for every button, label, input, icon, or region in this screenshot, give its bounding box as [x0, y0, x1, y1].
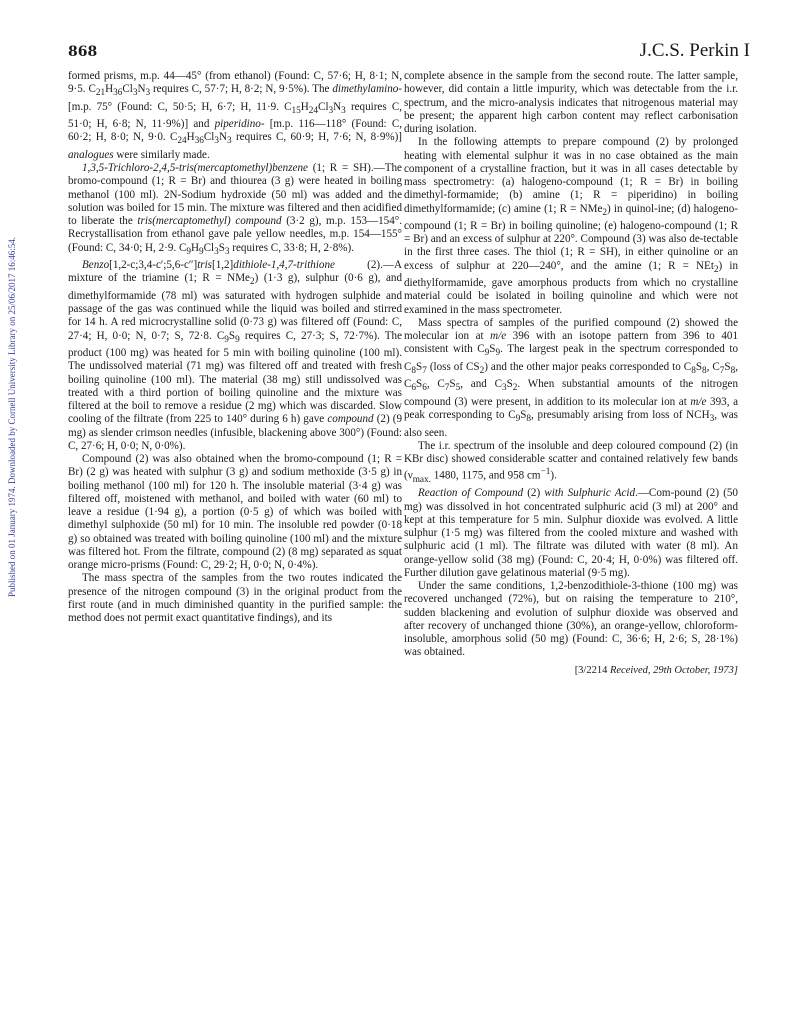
- paragraph: Compound (2) was also obtained when the bromo-compound (1; R = Br) (2 g) was heated with sulphur (3 g) and sodium methoxide (3·5 g) in boiling methanol (100 ml) for 120 h. The insoluble material (3·4 g) was filtered off, moistened with methanol, and boiled with water (60 ml) to leave a residue (1·94 g), a portion (0·5 g) of which was boiled with dimethyl sulphoxide (50 ml) for 10 min. The insoluble red powder (0·18 g) so obtained was treated with boiling quinoline (100 ml) and the mixture was filtered hot. From the filtrate, compound (2) (8 mg) separated as squat orange micro-prisms (Found: C, 29·2; H, 0·0; N, 0·4%).: [68, 453, 402, 572]
- paragraph: In the following attempts to prepare compound (2) by prolonged heating with elemental sulphur it was in no case obtained as the main component of a crystalline fraction, but it was in all cases detectable by mass spectrometry: (a) halogeno-compound (1; R = Br) in boiling dimethyl-formamide; (b) amine (1; R = piperidino) in boiling dimethylformamide; (c) amine (1; R = NMe$_2$) in quinol-ine; (d) halogeno-compound (1; R = Br) in boiling quinoline; (e) halogeno-compound (1; R = Br) and an excess of sulphur at 220°. Compound (3) was also de-tectable in the first three cases. The thiol (1; R = SH), in either quinoline or an excess of sulphur at 220—240°, and the amine (1; R = NEt$_2$) in diethylformamide, gave amorphous products from which no crystalline material could be isolated in boiling quinoline and which were not examined in the mass spectrometer.: [404, 136, 738, 316]
- left-column: [68, 70, 402, 625]
- side-stamp-text: Published on 01 January 1974. Downloaded by Cornell University Library on 25/06/2017 16:46:54.: [7, 237, 17, 597]
- paragraph: Mass spectra of samples of the purified compound (2) showed the molecular ion at m/e 396 with an isotope pattern from 396 to 401 consistent with $C_9S_9$. The largest peak in the spectrum corresponded to $C_8S_7$ (loss of $CS_2$) and the other major peaks corresponded to $C_8S_8$, $C_7S_8$, $C_6S_6$, $C_7S_5$, and $C_3S_2$. When substantial amounts of the nitrogen compound (3) were present, in addition to its molecular ion at m/e 393, a peak corresponding to $C_9S_8$, presumably arising from loss of $NCH_3$, was also seen.: [404, 316, 738, 439]
- paragraph: Benzo[1,2-c;3,4-c′;5,6-c″]tris[1,2]dithiole-1,4,7-trithione (2).—A mixture of the triamine (1; R = NMe$_2$) (1·3 g), sulphur (0·6 g), and dimethylformamide (78 ml) was saturated with hydrogen sulphide and passage of the gas was continued while the liquid was boiled and stirred for 14 h. A red microcrystalline solid (0·73 g) was filtered off (Found: C, 27·4; H, 0·0; N, 0·7; S, 72·8. $C_9S_9$ requires C, 27·3; S, 72·7%). The product (100 mg) was heated for 5 min with boiling quinoline (100 ml). The undissolved material (71 mg) was filtered off and treated with fresh boiling quinoline (100 ml). The material (38 mg) still undissolved was treated with a third portion of boiling quinoline and the mixture was filtered at the boil to remove a residue (2 mg) which was discarded. Slow cooling of the filtrate (from 225 to 140° during 6 h) gave compound (2) (9 mg) as slender crimson needles (infusible, blackening above 300°) (Found: C, 27·6; H, 0·0; N, 0·0%).: [68, 259, 402, 452]
- journal-title: J.C.S. Perkin I: [639, 40, 750, 61]
- paragraph: Under the same conditions, 1,2-benzodithiole-3-thione (100 mg) was recovered unchanged (72%), but on raising the temperature to 210°, sudden blackening and evolution of sulphur dioxide was observed and after recovery of unchanged thione (30%), an orange-yellow, chloroform-insoluble, amorphous solid (50 mg) (Found: C, 36·6; H, 2·6; S, 28·1%) was obtained.: [404, 580, 738, 659]
- page-number: 868: [68, 44, 98, 60]
- received-date: Received, 29th October, 1973]: [609, 664, 738, 676]
- side-download-stamp: [4, 160, 20, 680]
- paragraph: complete absence in the sample from the second route. The latter sample, however, did contain a little impurity, which was detectable from the i.r. spectrum, and the micro-analysis indicates that nitrogenous material may be present; the apparent high carbon content may reflect carbonisation during isolation.: [404, 70, 738, 135]
- paragraph: 1,3,5-Trichloro-2,4,5-tris(mercaptomethyl)benzene (1; R = SH).—The bromo-compound (1; R = Br) and thiourea (3 g) were heated in boiling methanol (100 ml). 2N-Sodium hydroxide (50 ml) was added and the solution was boiled for 15 min. The mixture was filtered and then acidified to liberate the tris(mercaptomethyl) compound (3·2 g), m.p. 153—154°. Recrystallisation from ethanol gave pale yellow needles, m.p. 154—155° (Found: C, 34·0; H, 2·9. $C_9H_9Cl_3S_3$ requires C, 33·8; H, 2·8%).: [68, 162, 402, 257]
- paragraph: formed prisms, m.p. 44—45° (from ethanol) (Found: C, 57·6; H, 8·1; N, 9·5. $C_{21}H_{36}Cl_3N_3$ requires C, 57·7; H, 8·2; N, 9·5%). The dimethylamino- [m.p. 75° (Found: C, 50·5; H, 6·7; H, 11·9. $C_{15}H_{24}Cl_3N_3$ requires C, 51·0; H, 6·8; N, 11·9%)] and piperidino- [m.p. 116—118° (Found: C, 60·2; H, 8·0; N, 9·0. $C_{24}H_{36}Cl_3N_3$ requires C, 60·9; H, 7·6; N, 8·9%)] analogues were similarly made.: [68, 70, 403, 161]
- reference-number: [3/2214: [574, 664, 610, 676]
- received-note: [404, 664, 738, 677]
- paragraph: Reaction of Compound (2) with Sulphuric Acid.—Com-pound (2) (50 mg) was dissolved in hot concentrated sulphuric acid (3 ml) at 200° and kept at this temperature for 5 min. Sulphur dioxide was evolved. A little sulphur (1·5 mg) was filtered from the cooled mixture and washed with sulphuric acid (1 ml). The filtrate was diluted with water (8 ml). An orange-yellow solid (38 mg) (Found: C, 20·4; H, 0·0%) was filtered off. Further dilution gave gelatinous material (9·5 mg).: [404, 487, 738, 579]
- right-column: [404, 70, 738, 677]
- paragraph: The i.r. spectrum of the insoluble and deep coloured compound (2) (in KBr disc) showed considerable scatter and contained relatively few bands ($\nu_{max.}$ 1480, 1175, and 958 $cm^{-1}$).: [404, 439, 738, 486]
- paragraph: The mass spectra of the samples from the two routes indicated the presence of the nitrogen compound (3) in the original product from the first route (and in much diminished quantity in the purified sample: the method does not permit exact quantitative findings), and its: [68, 572, 402, 625]
